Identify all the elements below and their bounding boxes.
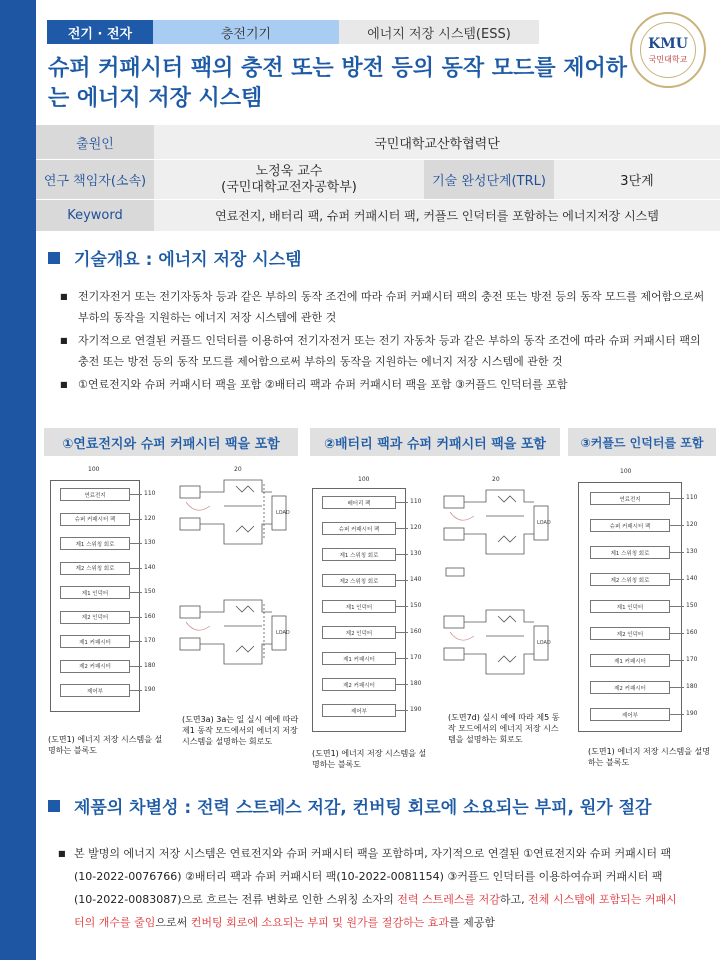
- section1-square-icon: [48, 252, 60, 264]
- svg-text:LOAD: LOAD: [276, 630, 290, 636]
- feature-tab-1: ①연료전지와 슈퍼 커패시터 팩을 포함: [44, 428, 298, 456]
- diagram-block: 제2 커패시터: [590, 681, 670, 694]
- keyword-label: Keyword: [36, 200, 154, 232]
- leader-line: [670, 606, 684, 607]
- diagram-block: 제1 인덕터: [60, 586, 130, 599]
- leader-line: [670, 498, 684, 499]
- reference-number: 110: [410, 498, 422, 505]
- diagram-block: 제1 스위칭 회로: [322, 548, 396, 561]
- diagram-block: 제2 인덕터: [60, 611, 130, 624]
- leader-line: [130, 617, 142, 618]
- leader-line: [130, 543, 142, 544]
- reference-number: 130: [686, 548, 698, 555]
- researcher-affil: (국민대학교전자공학부): [221, 179, 357, 195]
- tab-electric[interactable]: 전기 · 전자: [47, 20, 153, 44]
- bullet-text: 전기자전거 또는 전기자동차 등과 같은 부하의 동작 조건에 따라 슈퍼 커패시터 팩의 충전 또는 방전 등의 동작 모드를 제어함으로써 부하의 동작을 지원하는 에너지 저장 시스템에 관한 것: [78, 290, 705, 324]
- figure-number: 20: [492, 476, 500, 483]
- list-item: [60, 286, 710, 328]
- diagram-block: 제2 스위칭 회로: [60, 562, 130, 575]
- logo-name: 국민대학교: [648, 54, 688, 64]
- diagram-block: 제1 인덕터: [590, 600, 670, 613]
- diagram-block: 제1 커패시터: [590, 654, 670, 667]
- highlight-cost: 컨버팅 회로에 소요되는 부피 및 원가를 절감하는 효과: [190, 916, 449, 929]
- diagram-block: 제2 스위칭 회로: [322, 574, 396, 587]
- leader-line: [670, 525, 684, 526]
- tab-ess[interactable]: 에너지 저장 시스템(ESS): [339, 20, 539, 44]
- section1-heading: [48, 245, 302, 270]
- diagram-block: 연료전지: [590, 492, 670, 505]
- leader-line: [130, 641, 142, 642]
- diagram-block: 슈퍼 커패시터 팩: [322, 522, 396, 535]
- leader-line: [670, 633, 684, 634]
- leader-line: [396, 554, 408, 555]
- leader-line: [396, 580, 408, 581]
- leader-line: [396, 528, 408, 529]
- reference-number: 160: [686, 629, 698, 636]
- reference-number: 140: [686, 575, 698, 582]
- reference-number: 120: [410, 524, 422, 531]
- svg-text:LOAD: LOAD: [537, 640, 551, 646]
- tab-charger[interactable]: 충전기기: [153, 20, 339, 44]
- leader-line: [396, 632, 408, 633]
- reference-number: 190: [410, 706, 422, 713]
- leader-line: [130, 568, 142, 569]
- highlight-stress: 전력 스트레스를 저감: [397, 893, 500, 906]
- leader-line: [670, 714, 684, 715]
- section1-title: 기술개요 : 에너지 저장 시스템: [74, 250, 302, 270]
- researcher-name: 노정욱 교수: [255, 163, 323, 179]
- highlight-capacitors: 전체 시스템에 포함되는 커패시터의 개수를 줄임: [74, 893, 677, 929]
- leader-line: [396, 710, 408, 711]
- bullet-icon: ■: [58, 849, 66, 858]
- svg-text:LOAD: LOAD: [537, 520, 551, 526]
- leader-line: [670, 687, 684, 688]
- figure-1: [44, 466, 164, 736]
- figure-3-caption: (도면1) 에너지 저장 시스템을 설명하는 블록도: [588, 747, 710, 767]
- reference-number: 130: [410, 550, 422, 557]
- svg-text:LOAD: LOAD: [276, 510, 290, 516]
- reference-number: 150: [686, 602, 698, 609]
- keyword-value: 연료전지, 배터리 팩, 슈퍼 커패시터 팩, 커플드 인덕터를 포함하는 에너지저장 시스템: [154, 200, 720, 232]
- list-item: [60, 374, 710, 395]
- feature-tab-2: ②배터리 팩과 슈퍼 커패시터 팩을 포함: [310, 428, 560, 456]
- differentiation-text: [58, 842, 684, 934]
- leader-line: [396, 658, 408, 659]
- diagram-block: 제1 스위칭 회로: [590, 546, 670, 559]
- bullet-icon: ■: [60, 380, 68, 389]
- desc-part: 를 제공함: [449, 916, 496, 929]
- diagram-block: 제어부: [322, 704, 396, 717]
- circuit-diagram: [176, 466, 304, 706]
- figure-7d: [440, 476, 564, 712]
- reference-number: 170: [410, 654, 422, 661]
- reference-number: 160: [410, 628, 422, 635]
- category-tabs: [47, 20, 539, 44]
- reference-number: 170: [144, 637, 156, 644]
- figure-3a: [176, 466, 304, 716]
- researcher-value: [154, 160, 424, 200]
- reference-number: 120: [144, 514, 156, 522]
- figure-number: 100: [88, 466, 100, 473]
- university-logo: [630, 12, 706, 88]
- diagram-block: 제2 커패시터: [322, 678, 396, 691]
- left-accent-bar: [0, 0, 36, 960]
- figure-number: 100: [620, 468, 632, 475]
- diagram-block: 연료전지: [60, 488, 130, 501]
- figure-1-caption: (도면1) 에너지 저장 시스템을 설명하는 블록도: [48, 735, 163, 755]
- list-item: [60, 330, 710, 372]
- figure-3: [574, 468, 714, 744]
- leader-line: [130, 592, 142, 593]
- reference-number: 110: [144, 490, 156, 497]
- leader-line: [670, 660, 684, 661]
- applicant-label: 출원인: [36, 125, 154, 160]
- desc-part: 본 발명의 에너지 저장 시스템은 연료전지와 슈퍼 커패시터 팩을 포함하며, 자기적으로 연결된 ①연료전지와 슈퍼 커패시터 팩(10-2022-0076766) ②배터리 팩과 슈퍼 커패시터 팩(10-2022-0081154) ③커플드 인덕터를 이용하여슈퍼 커패시터 팩(10-2022-0083087)으로 흐르는 전류 변화로 인한 스위칭 소자의: [74, 847, 672, 906]
- bullet-text: 자기적으로 연결된 커플드 인덕터를 이용하여 전기자전거 또는 전기 자동차 등과 같은 부하의 동작 조건에 따라 슈퍼 커패시터 팩의 충전 또는 방전 등의 동작 모드를 제어함으로써 부하의 동작을 지원하는 에너지 저장 시스템에 관한 것: [78, 334, 701, 368]
- diagram-block: 제2 인덕터: [322, 626, 396, 639]
- diagram-block: 제1 커패시터: [60, 635, 130, 648]
- leader-line: [130, 690, 142, 691]
- reference-number: 190: [144, 686, 156, 693]
- figure-3a-caption: (도면3a) 3a는 일 실시 예에 따라 제1 동작 모드에서의 에너지 저장 시스템을 설명하는 회로도: [182, 715, 299, 746]
- diagram-block: 슈퍼 커패시터 팩: [60, 513, 130, 526]
- trl-value: 3단계: [554, 160, 720, 200]
- figure-number: 20: [234, 466, 242, 473]
- desc-part: 하고,: [499, 893, 529, 906]
- diagram-block: 제어부: [60, 684, 130, 697]
- leader-line: [130, 494, 142, 495]
- overview-bullets: [60, 286, 710, 397]
- diagram-block: 제2 커패시터: [60, 660, 130, 673]
- reference-number: 140: [144, 563, 156, 571]
- leader-line: [396, 502, 408, 503]
- desc-part: 으로써: [155, 916, 191, 929]
- bullet-icon: ■: [60, 292, 68, 301]
- reference-number: 180: [144, 661, 156, 669]
- bullet-text: ①연료전지와 슈퍼 커패시터 팩을 포함 ②배터리 팩과 슈퍼 커패시터 팩을 포함 ③커플드 인덕터를 포함: [78, 378, 568, 391]
- reference-number: 110: [686, 494, 698, 501]
- figure-number: 100: [358, 476, 370, 483]
- reference-number: 160: [144, 612, 156, 620]
- reference-number: 150: [410, 602, 422, 609]
- diagram-block: 배터리 팩: [322, 496, 396, 509]
- feature-tab-3: ③커플드 인덕터를 포함: [568, 428, 716, 456]
- diagram-block: 제1 인덕터: [322, 600, 396, 613]
- leader-line: [670, 552, 684, 553]
- diagram-block: 제2 스위칭 회로: [590, 573, 670, 586]
- diagram-block: 제1 커패시터: [322, 652, 396, 665]
- reference-number: 190: [686, 710, 698, 717]
- figure-2-caption: (도면1) 에너지 저장 시스템을 설명하는 블록도: [312, 749, 427, 769]
- leader-line: [396, 606, 408, 607]
- reference-number: 150: [144, 588, 156, 595]
- reference-number: 180: [410, 680, 422, 687]
- reference-number: 170: [686, 656, 698, 663]
- reference-number: 120: [686, 521, 698, 528]
- leader-line: [396, 684, 408, 685]
- bullet-icon: ■: [60, 336, 68, 345]
- info-table: [36, 124, 720, 232]
- leader-line: [130, 666, 142, 667]
- page-title: 슈퍼 커패시터 팩의 충전 또는 방전 등의 동작 모드를 제어하는 에너지 저장 시스템: [48, 56, 627, 111]
- leader-line: [130, 519, 142, 520]
- diagram-block: 제1 스위칭 회로: [60, 537, 130, 550]
- section2-square-icon: [48, 800, 60, 812]
- figure-7d-caption: (도면7d) 실시 예에 따라 제5 동작 모드에서의 에너지 저장 시스템을 설명하는 회로도: [448, 713, 560, 744]
- logo-text: KMU: [648, 35, 688, 52]
- reference-number: 180: [686, 683, 698, 690]
- diagram-block: 제어부: [590, 708, 670, 721]
- reference-number: 130: [144, 539, 156, 546]
- reference-number: 140: [410, 576, 422, 583]
- researcher-label: 연구 책임자(소속): [36, 160, 154, 200]
- section2-heading: [48, 793, 651, 818]
- applicant-value: 국민대학교산학협력단: [154, 125, 720, 160]
- figure-2: [308, 476, 432, 748]
- trl-label: 기술 완성단계(TRL): [424, 160, 554, 200]
- circuit-diagram: [440, 476, 564, 706]
- section2-title: 제품의 차별성 : 전력 스트레스 저감, 컨버팅 회로에 소요되는 부피, 원가 절감: [74, 798, 652, 818]
- diagram-block: 슈퍼 커패시터 팩: [590, 519, 670, 532]
- leader-line: [670, 579, 684, 580]
- diagram-block: 제2 인덕터: [590, 627, 670, 640]
